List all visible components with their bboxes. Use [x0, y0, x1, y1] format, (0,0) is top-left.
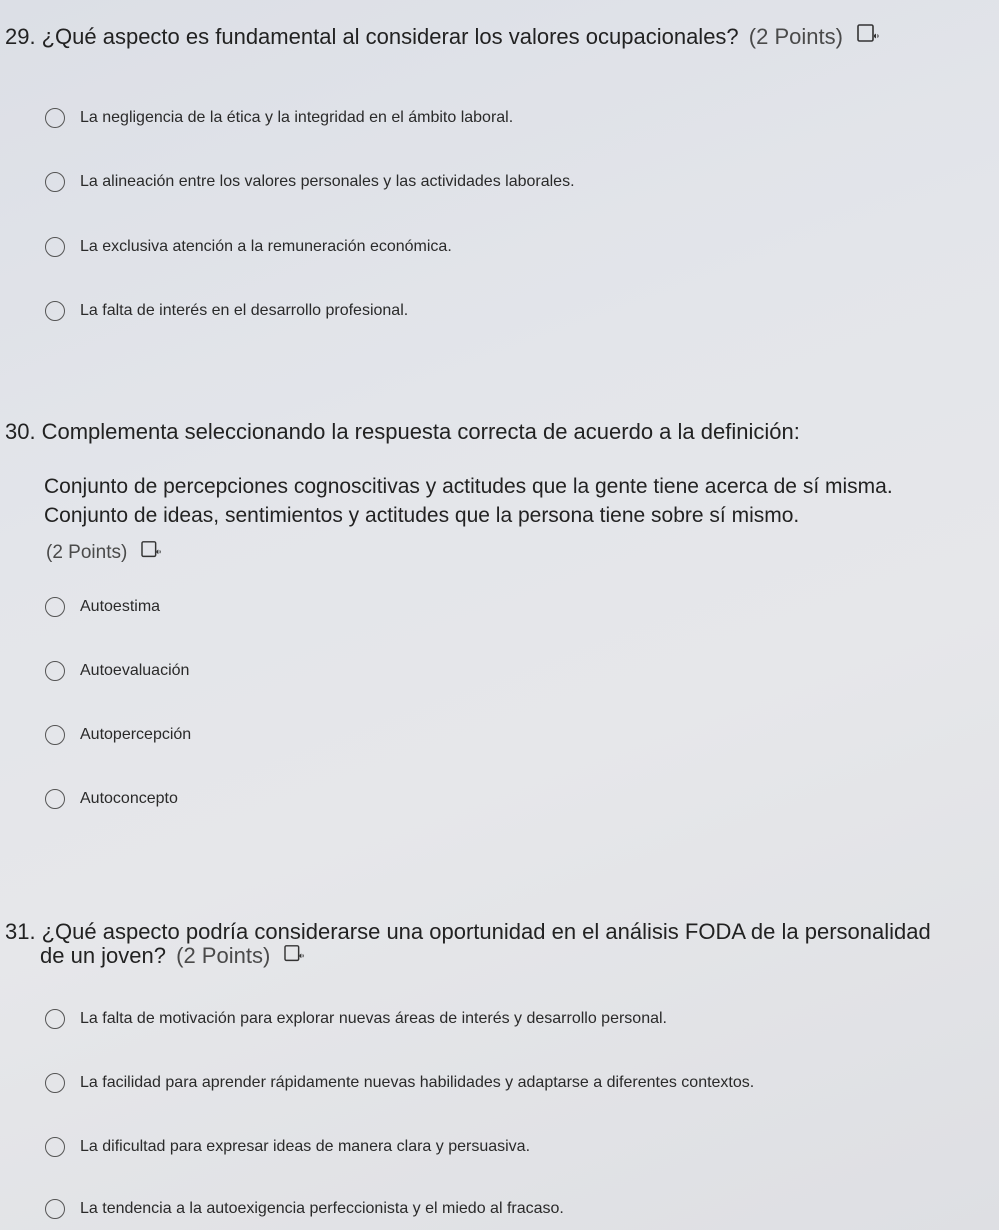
option-label: La tendencia a la autoexigencia perfeccionista y el miedo al fracaso. — [80, 1200, 564, 1217]
option-30-2[interactable] — [45, 661, 189, 681]
radio-button[interactable] — [45, 661, 65, 681]
question-points: (2 Points) — [748, 24, 843, 49]
option-31-2[interactable] — [45, 1073, 754, 1093]
radio-button[interactable] — [45, 1009, 65, 1029]
radio-button[interactable] — [45, 1199, 65, 1219]
question-points: (2 Points) — [176, 943, 271, 968]
radio-button[interactable] — [45, 237, 65, 257]
option-label: Autoconcepto — [80, 790, 178, 807]
option-31-3[interactable] — [45, 1137, 530, 1157]
question-points: (2 Points) — [46, 542, 128, 564]
option-29-3[interactable] — [45, 237, 452, 257]
option-31-4[interactable] — [45, 1199, 564, 1219]
question-number: 30. — [5, 419, 36, 444]
question-number: 31. — [5, 919, 36, 944]
definition-line-2: Conjunto de ideas, sentimientos y actitudes que la persona tiene sobre sí mismo. — [44, 504, 800, 527]
immersive-reader-icon[interactable] — [284, 942, 306, 972]
question-text: ¿Qué aspecto es fundamental al considerar los valores ocupacionales? — [41, 24, 739, 49]
radio-button[interactable] — [45, 1137, 65, 1157]
radio-button[interactable] — [45, 108, 65, 128]
option-label: Autopercepción — [80, 726, 192, 743]
option-30-3[interactable] — [45, 725, 191, 745]
option-31-1[interactable] — [45, 1009, 667, 1029]
radio-button[interactable] — [45, 597, 65, 617]
option-29-1[interactable] — [45, 108, 513, 128]
question-29-title — [5, 22, 881, 53]
radio-button[interactable] — [45, 725, 65, 745]
option-label: La dificultad para expresar ideas de manera clara y persuasiva. — [80, 1138, 531, 1155]
option-29-2[interactable] — [45, 172, 575, 192]
option-label: La negligencia de la ética y la integridad en el ámbito laboral. — [80, 109, 514, 126]
option-29-4[interactable] — [45, 301, 408, 321]
question-text: de un joven? — [40, 943, 166, 968]
question-31-title-line-2 — [40, 941, 306, 972]
option-label: La falta de interés en el desarrollo profesional. — [80, 302, 409, 319]
question-30-title — [5, 417, 800, 447]
option-label: La facilidad para aprender rápidamente nuevas habilidades y adaptarse a diferentes contextos. — [80, 1074, 755, 1091]
question-number: 29. — [5, 24, 36, 49]
option-30-4[interactable] — [45, 789, 178, 809]
radio-button[interactable] — [45, 789, 65, 809]
question-text: ¿Qué aspecto podría considerarse una oportunidad en el análisis FODA de la personalidad — [41, 919, 931, 944]
immersive-reader-icon[interactable] — [857, 23, 881, 53]
immersive-reader-icon[interactable] — [141, 540, 163, 566]
radio-button[interactable] — [45, 301, 65, 321]
option-label: Autoestima — [80, 598, 161, 615]
question-30-points — [46, 540, 163, 566]
option-label: La alineación entre los valores personales y las actividades laborales. — [80, 173, 575, 190]
option-label: La falta de motivación para explorar nuevas áreas de interés y desarrollo personal. — [80, 1010, 667, 1027]
question-text: Complementa seleccionando la respuesta correcta de acuerdo a la definición: — [41, 419, 800, 444]
option-label: Autoevaluación — [80, 662, 190, 679]
option-label: La exclusiva atención a la remuneración económica. — [80, 238, 452, 255]
option-30-1[interactable] — [45, 597, 160, 617]
radio-button[interactable] — [45, 1073, 65, 1093]
definition-line-1: Conjunto de percepciones cognoscitivas y actitudes que la gente tiene acerca de sí misma. — [44, 475, 893, 498]
radio-button[interactable] — [45, 172, 65, 192]
